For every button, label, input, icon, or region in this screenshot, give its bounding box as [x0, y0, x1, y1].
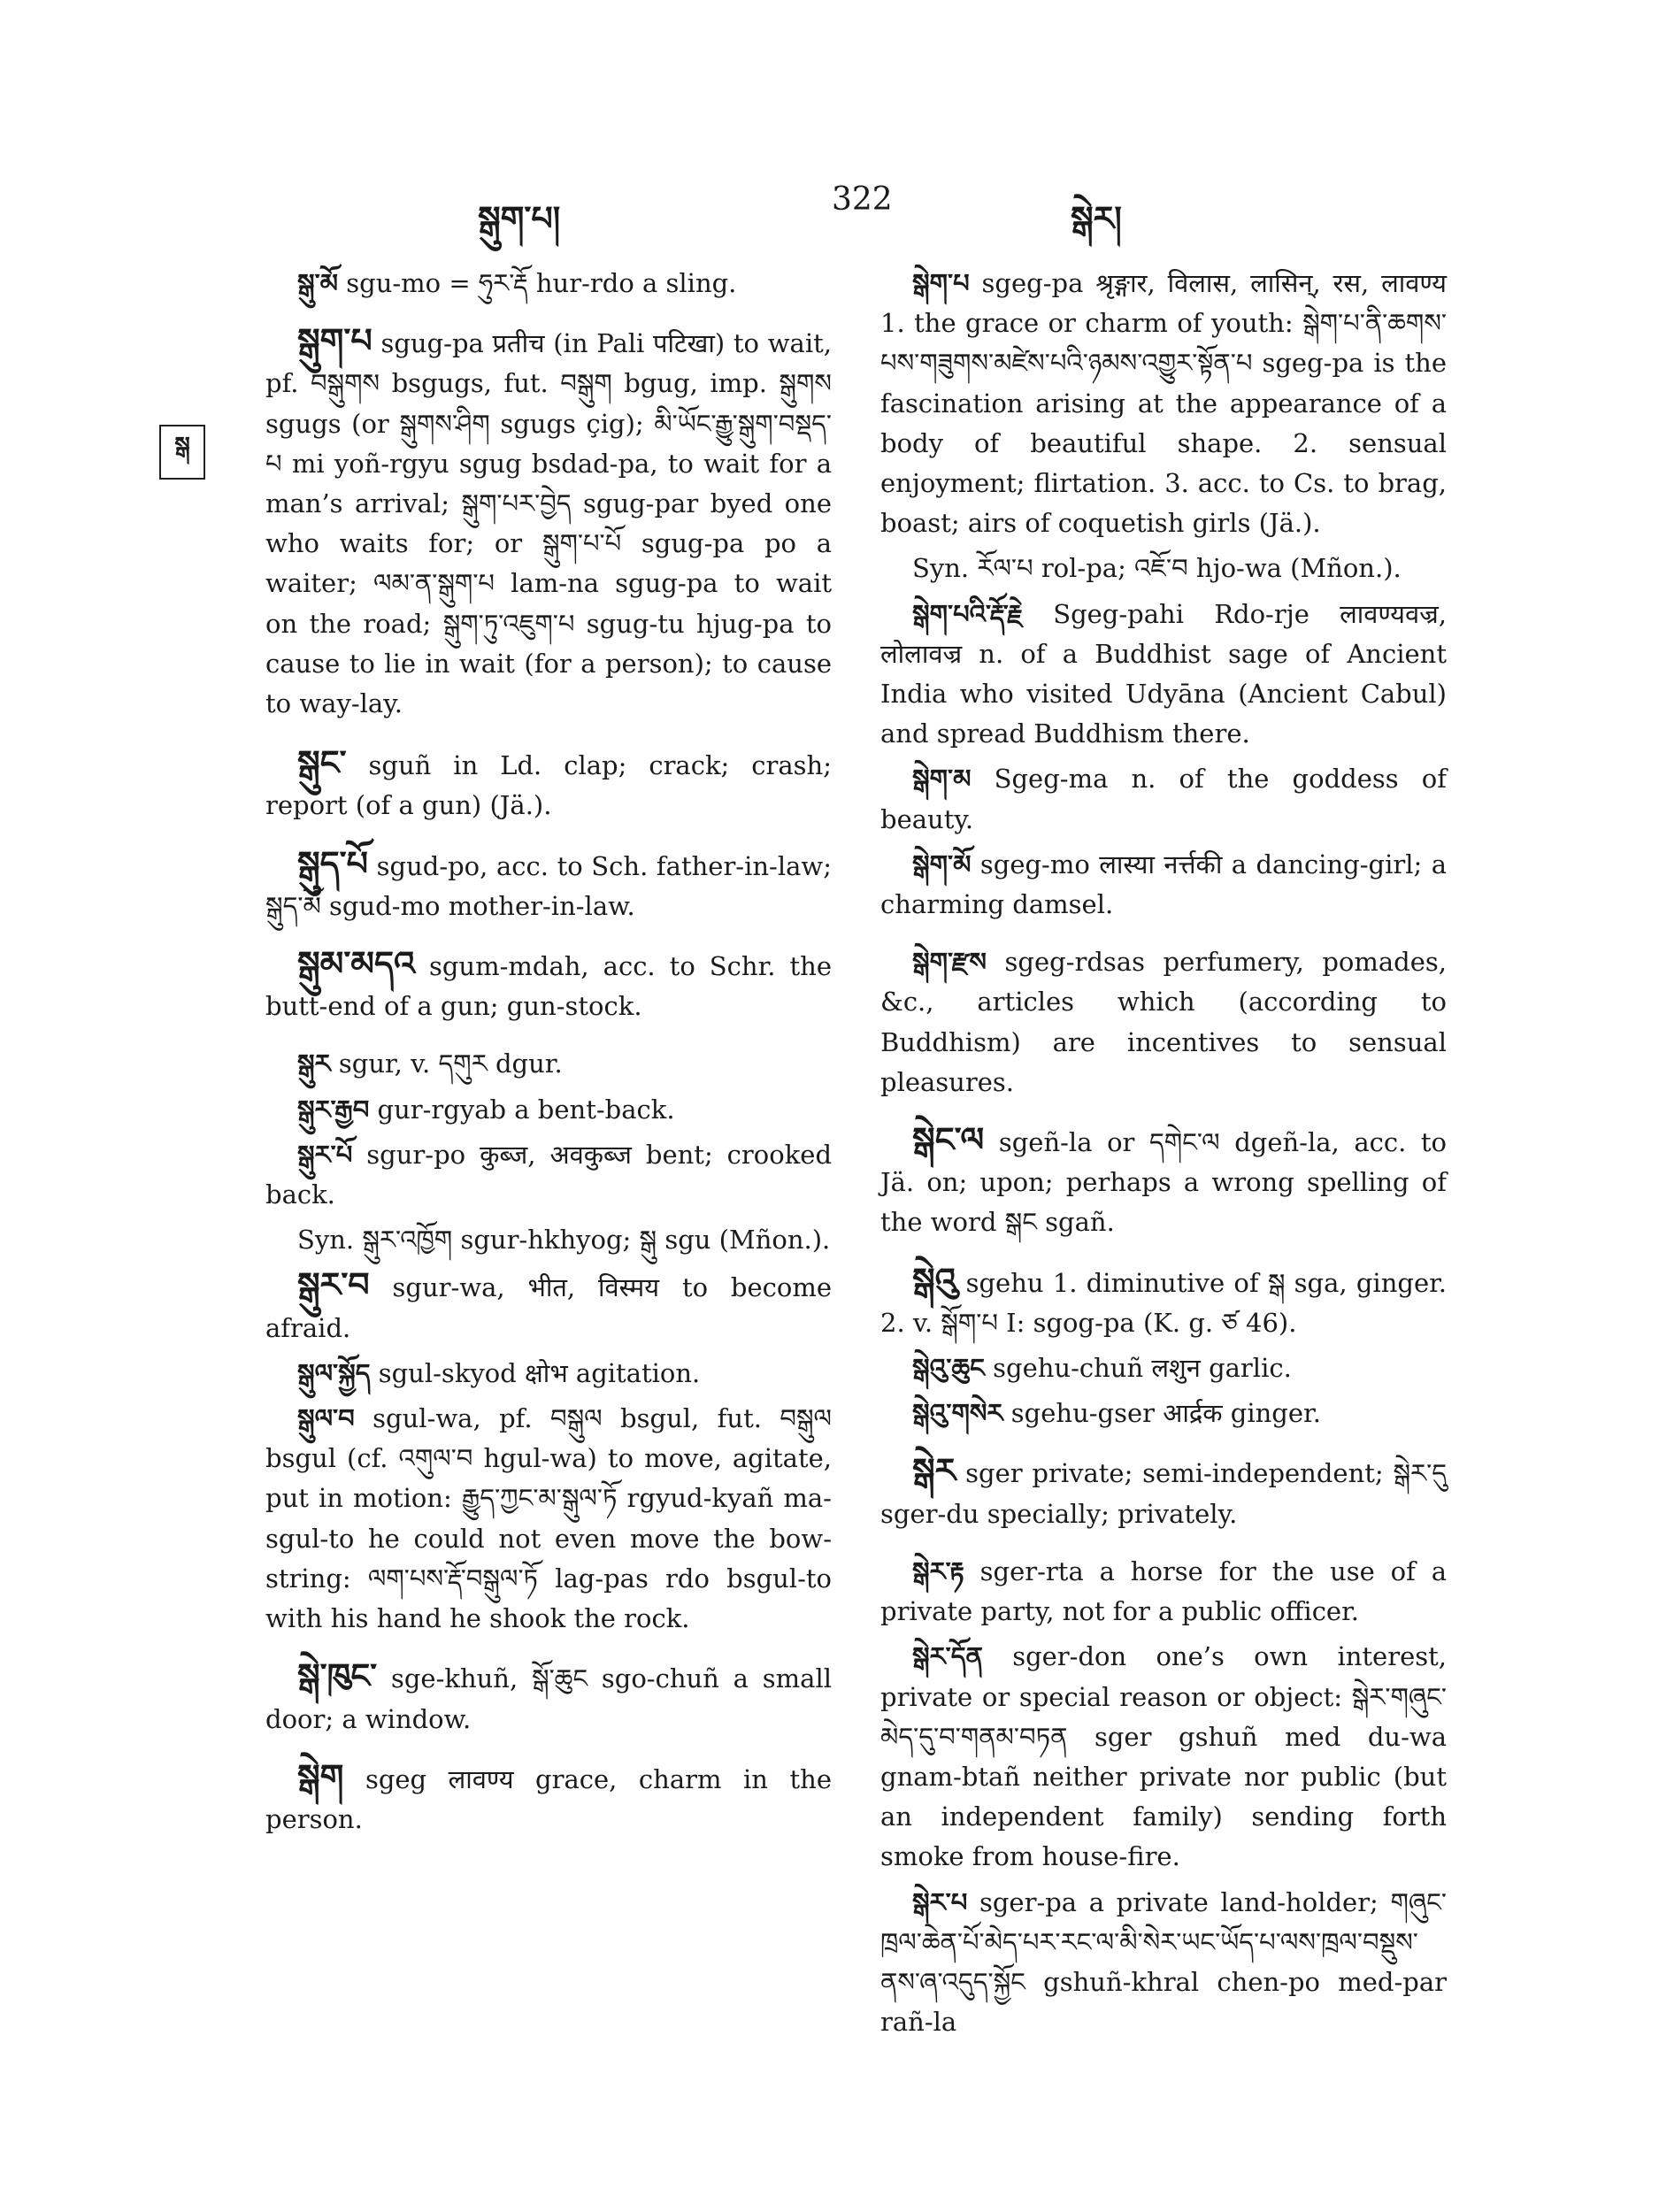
entry-body: sgeñ-la or དགེང་ལ dgeñ-la, acc. to Jä. on; upon; perhaps a wrong spelling of the word སྒང sgañ. — [880, 1127, 1448, 1238]
entry-body: gur-rgyab a bent-back. — [377, 1094, 675, 1125]
entry-headword: སྒེག་མ — [912, 764, 972, 795]
page-number: 322 — [832, 181, 893, 218]
dictionary-entry — [880, 1451, 1447, 1533]
entry-body: sge-khuñ, སྒོ་ཆུང sgo-chuñ a small door; a window. — [265, 1663, 833, 1734]
entry-headword: སྒུལ་བ — [297, 1403, 355, 1434]
entry-body: Sgeg-pahi Rdo-rje लावण्यवज्र, लोलावज्र n. of a Buddhist sage of Ancient India who visited Udyāna (Ancient Cabul) and spread Buddhism there. — [880, 598, 1447, 749]
entry-headword: སྒེར་དོན — [912, 1641, 983, 1672]
entry-body: རོལ་པ rol-pa; འཇོ་བ hjo-wa (Mñon.). — [977, 553, 1402, 584]
entry-headword: སྒེག་པའི་རྡོ་རྗེ — [912, 598, 1023, 629]
entry-body: sgur-po कुब्ज, अवकुब्ज bent; crooked back. — [265, 1139, 833, 1210]
entry-body: sgehu 1. diminutive of སྒ sga, ginger. 2. v. སྒོག་པ I: sgog-pa (K. g. ཙ 46). — [880, 1267, 1447, 1338]
entry-body: sgeg-rdsas perfumery, pomades, &c., articles which (according to Buddhism) are incentives to sensual pleasures. — [880, 947, 1447, 1097]
synonym-label: Syn. — [912, 553, 970, 584]
entry-headword: སྒེང་ལ — [912, 1120, 985, 1160]
marginal-letter-tab: སྒ — [159, 425, 205, 480]
entry-body: sgum-mdah, acc. to Schr. the butt-end of a gun; gun-stock. — [265, 951, 833, 1022]
dictionary-entry — [880, 1120, 1447, 1243]
entry-headword: སྒུག་པ — [297, 321, 373, 361]
entry-headword: སྒུར — [297, 1048, 331, 1079]
entry-body: sgeg-pa श्रृङ्गार, विलास, लासिन्, रस, लावण्य 1. the grace or charm of youth: སྒེག་པ་ནི་ཆགས་པས་གཟུགས་མཛེས་པའི་ཉམས་འགྱུར་སྟོན་པ sgeg-pa is the fascination arising at the appearance of a body of beautiful shape. 2. sensual enjoyment; flirtation. 3. acc. to Cs. to brag, boast; airs of coquetish girls (Jä.). — [880, 268, 1448, 539]
entry-headword: སྒུར་རྒྱབ — [297, 1094, 370, 1125]
entry-headword: སྒེའུ — [912, 1260, 957, 1300]
entry-headword: སྒེའུ་གསེར — [912, 1398, 1003, 1429]
entry-headword: སྒུང་ — [297, 743, 347, 783]
dictionary-entry — [880, 264, 1447, 543]
entry-headword: སྒེའུ་ཆུང — [912, 1353, 985, 1384]
entry-headword: སྒེག་པ — [912, 268, 970, 298]
dictionary-entry — [265, 1090, 832, 1130]
entry-body: sgur-wa, भीत, विस्मय to become afraid. — [265, 1272, 832, 1343]
header-left-guideword: སྒུག་པ། — [478, 199, 561, 238]
dictionary-entry — [265, 1757, 832, 1839]
entry-body: sgul-wa, pf. བསྒུལ bsgul, fut. བསྒུལ bsgul (cf. འགུལ་བ hgul-wa) to move, agitate, put in motion: རྒྱུད་ཀྱང་མ་སྒུལ་ཏོ rgyud-kyañ ma-sgul-to he could not even move the bow-string: ལག་པས་རྡོ་བསྒུལ་ཏོ lag-pas rdo bsgul-to with his hand he shook the rock. — [265, 1403, 832, 1634]
synonym-label: Syn. — [297, 1225, 355, 1256]
entry-body: sger private; semi-independent; སྒེར་དུ sger-du specially; privately. — [880, 1458, 1447, 1529]
entry-headword: སྒུར་བ — [297, 1265, 370, 1305]
dictionary-entry — [265, 264, 832, 303]
entry-body: sgu-mo = ཧུར་རྡོ hur-rdo a sling. — [346, 268, 737, 298]
entry-body: སྒུར་འཁྱོག sgur-hkhyog; སྒུ sgu (Mñon.). — [362, 1225, 831, 1256]
dictionary-entry — [265, 743, 832, 826]
dictionary-entry — [265, 1656, 832, 1739]
dictionary-entry — [880, 1883, 1447, 2043]
entry-headword: སྒུད་པོ — [297, 843, 368, 883]
entry-body: sgehu-gser आर्द्रक ginger. — [1010, 1398, 1321, 1429]
entry-headword: སྒུ་མོ — [297, 268, 339, 298]
right-column — [880, 264, 1447, 2047]
entry-body: sgul-skyod क्षोभ agitation. — [378, 1357, 701, 1388]
dictionary-entry — [880, 1637, 1447, 1877]
dictionary-entry — [265, 1399, 832, 1639]
synonym-note — [880, 549, 1447, 588]
dictionary-entry — [265, 1354, 832, 1394]
entry-headword: སྒེག — [297, 1756, 344, 1796]
dictionary-entry — [265, 1135, 832, 1215]
left-column — [265, 264, 832, 1857]
entry-headword: སྒེ་ཁུང་ — [297, 1656, 378, 1696]
entry-body: sger-pa a private land-holder; གཞུང་ཁྲལ་ཆེན་པོ་མེད་པར་རང་ལ་མི་སེར་ཡང་ཡོད་པ་ལས་ཁྲལ་བསྡུས་ནས་ཞ་འདུད་སྐྱོང gshuñ-khral chen-po med-par rañ-la — [880, 1886, 1447, 2038]
entry-headword: སྒུལ་སྐྱོད — [297, 1357, 371, 1388]
entry-body: sger-rta a horse for the use of a private party, not for a public officer. — [880, 1555, 1447, 1627]
entry-headword: སྒུམ་མདའ — [297, 944, 415, 984]
running-header — [265, 181, 1460, 238]
dictionary-entry — [880, 595, 1447, 755]
dictionary-entry — [880, 1348, 1447, 1388]
entry-headword: སྒེར་པ — [912, 1886, 968, 1917]
entry-body: sgeg-mo लास्या नर्त्तकी a dancing-girl; a charming damsel. — [880, 849, 1448, 920]
dictionary-entry — [880, 1394, 1447, 1433]
entry-headword: སྒུར་པོ — [297, 1139, 353, 1170]
header-right-guideword: སྒེར། — [1071, 199, 1122, 238]
entry-headword: སྒེག་རྫས — [912, 947, 987, 978]
dictionary-entry — [880, 942, 1447, 1102]
dictionary-entry — [880, 1552, 1447, 1632]
dictionary-entry — [265, 1044, 832, 1084]
entry-headword: སྒེར་རྟ — [912, 1555, 964, 1586]
entry-body: sgud-po, acc. to Sch. father-in-law; སྒུད་མོ sgud-mo mother-in-law. — [265, 850, 833, 921]
entry-headword: སྒེག་མོ — [912, 849, 972, 879]
entry-body: sgehu-chuñ लशुन garlic. — [993, 1353, 1292, 1384]
dictionary-entry — [880, 759, 1447, 839]
synonym-note — [265, 1220, 832, 1260]
entry-body: sgeg लावण्य grace, charm in the person. — [265, 1763, 832, 1834]
entry-body: sgug-pa प्रतीच (in Pali पटिखा) to wait, pf. བསྒུགས bsgugs, fut. བསྒུག bgug, imp. སྒུགས sgugs (or སྒུགས་ཤིག sgugs çig); མི་ཡོང་རྒྱུ་སྒུག་བསྡད་པ mi yoñ-rgyu sgug bsdad-pa, to wait for a man’s arrival; སྒུག་པར་བྱེད sgug-par byed one who waits for; or སྒུག་པ་པོ sgug-pa po a waiter; ལམ་ན་སྒུག་པ lam-na sgug-pa to wait on the road; སྒུག་ཏུ་འཇུག་པ sgug-tu hjug-pa to cause to lie in wait (for a person); to cause to way-lay. — [265, 328, 832, 719]
entry-body: sgur, v. དགུར dgur. — [338, 1048, 563, 1079]
entry-body: Sgeg-ma n. of the goddess of beauty. — [880, 764, 1447, 834]
dictionary-entry — [265, 321, 832, 724]
entry-headword: སྒེར — [912, 1451, 956, 1491]
entry-body: sger-don one’s own interest, private or special reason or object: སྒེར་གཞུང་མེད་དུ་བ་གནམ་བཏན sger gshuñ med du-wa gnam-btañ neither private nor public (but an independent family) sending forth smoke from house-fire. — [880, 1641, 1447, 1872]
dictionary-entry — [265, 844, 832, 926]
dictionary-entry — [880, 845, 1447, 925]
dictionary-entry — [880, 1261, 1447, 1343]
entry-body: sguñ in Ld. clap; crack; crash; report (of a gun) (Jä.). — [265, 750, 832, 821]
dictionary-entry — [265, 944, 832, 1026]
dictionary-entry — [265, 1265, 832, 1348]
